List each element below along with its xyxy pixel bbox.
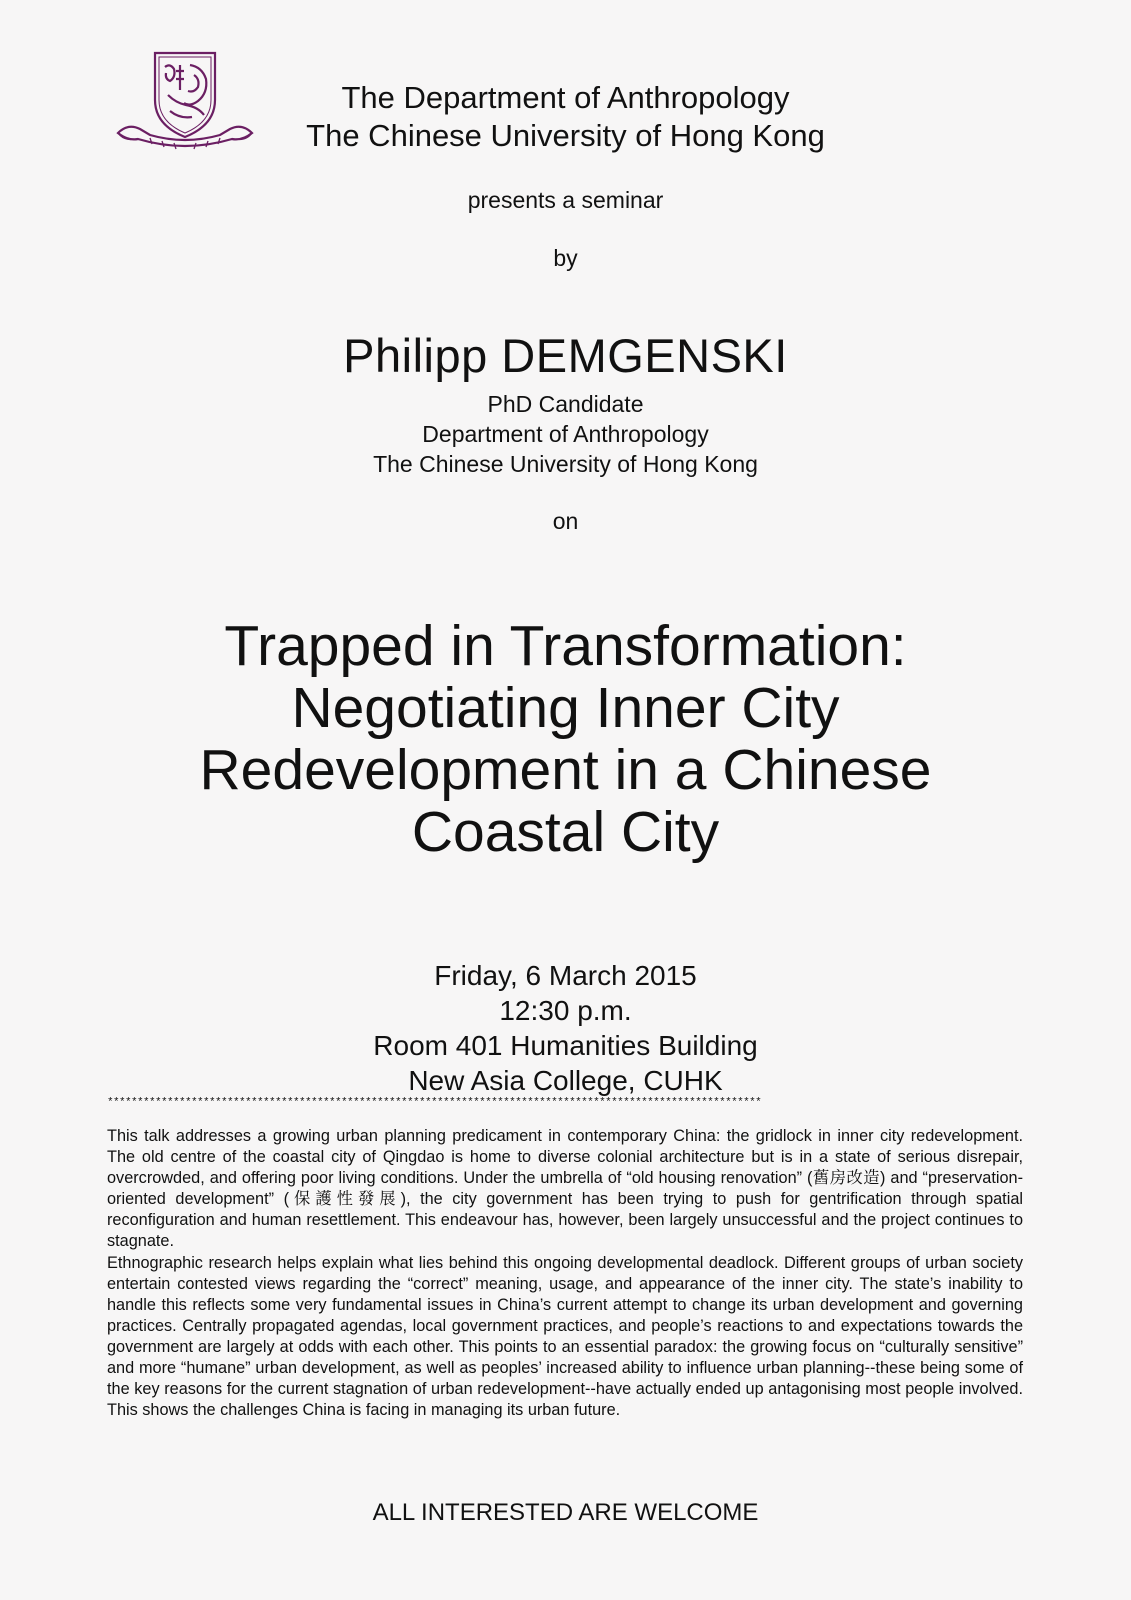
speaker-university: The Chinese University of Hong Kong xyxy=(373,451,758,477)
abstract-paragraph-2: Ethnographic research helps explain what lies behind this ongoing developmental deadlock. Different groups of urban society entertain contested views regarding the “correct” meaning, usage, and appearance of the inner city. The state’s inability to handle this reflects some very fundamental issues in China’s current attempt to change its urban development and governing practices. Centrally propagated agendas, local government practices, and people’s reactions to and expectations towards the government are largely at odds with each other. This points to an essential paradox: the growing focus on “culturally sensitive” and more “humane” urban development, as well as peoples’ increased ability to influence urban planning--these being some of the key reasons for the current stagnation of urban redevelopment--have actually ended up antagonising most people involved. This shows the challenges China is facing in managing its urban future. xyxy=(107,1253,1023,1420)
presents-text: presents a seminar xyxy=(467,187,664,213)
header-university: The Chinese University of Hong Kong xyxy=(306,118,825,153)
speaker-name: Philipp DEMGENSKI xyxy=(343,329,788,382)
welcome-text: ALL INTERESTED ARE WELCOME xyxy=(372,1499,759,1526)
talk-title-line-2: Negotiating Inner City xyxy=(291,676,840,740)
talk-title-line-4: Coastal City xyxy=(411,800,720,864)
header-department: The Department of Anthropology xyxy=(341,80,790,115)
speaker-department: Department of Anthropology xyxy=(422,421,709,447)
speaker-position: PhD Candidate xyxy=(487,391,644,417)
event-room: Room 401 Humanities Building xyxy=(373,1030,758,1061)
talk-title-line-1: Trapped in Transformation: xyxy=(224,614,907,678)
separator-line: ************************************************************************************************************* xyxy=(107,1097,762,1109)
on-text: on xyxy=(552,508,579,534)
by-text: by xyxy=(553,245,578,271)
event-college: New Asia College, CUHK xyxy=(408,1065,723,1096)
talk-title-line-3: Redevelopment in a Chinese xyxy=(199,738,932,802)
abstract xyxy=(107,1126,1023,1421)
abstract-paragraph-1: This talk addresses a growing urban planning predicament in contemporary China: the gridlock in inner city redevelopment. The old centre of the coastal city of Qingdao is home to diverse colonial architecture but is in a state of serious disrepair, overcrowded, and offering poor living conditions. Under the umbrella of “old housing renovation” (舊房改造) and “preservation-oriented development” (保護性發展), the city government has been trying to push for gentrification through spatial reconfiguration and human resettlement. This endeavour has, however, been largely unsuccessful and the project continues to stagnate. xyxy=(107,1127,1023,1251)
event-date: Friday, 6 March 2015 xyxy=(434,960,697,991)
event-time: 12:30 p.m. xyxy=(499,995,632,1026)
